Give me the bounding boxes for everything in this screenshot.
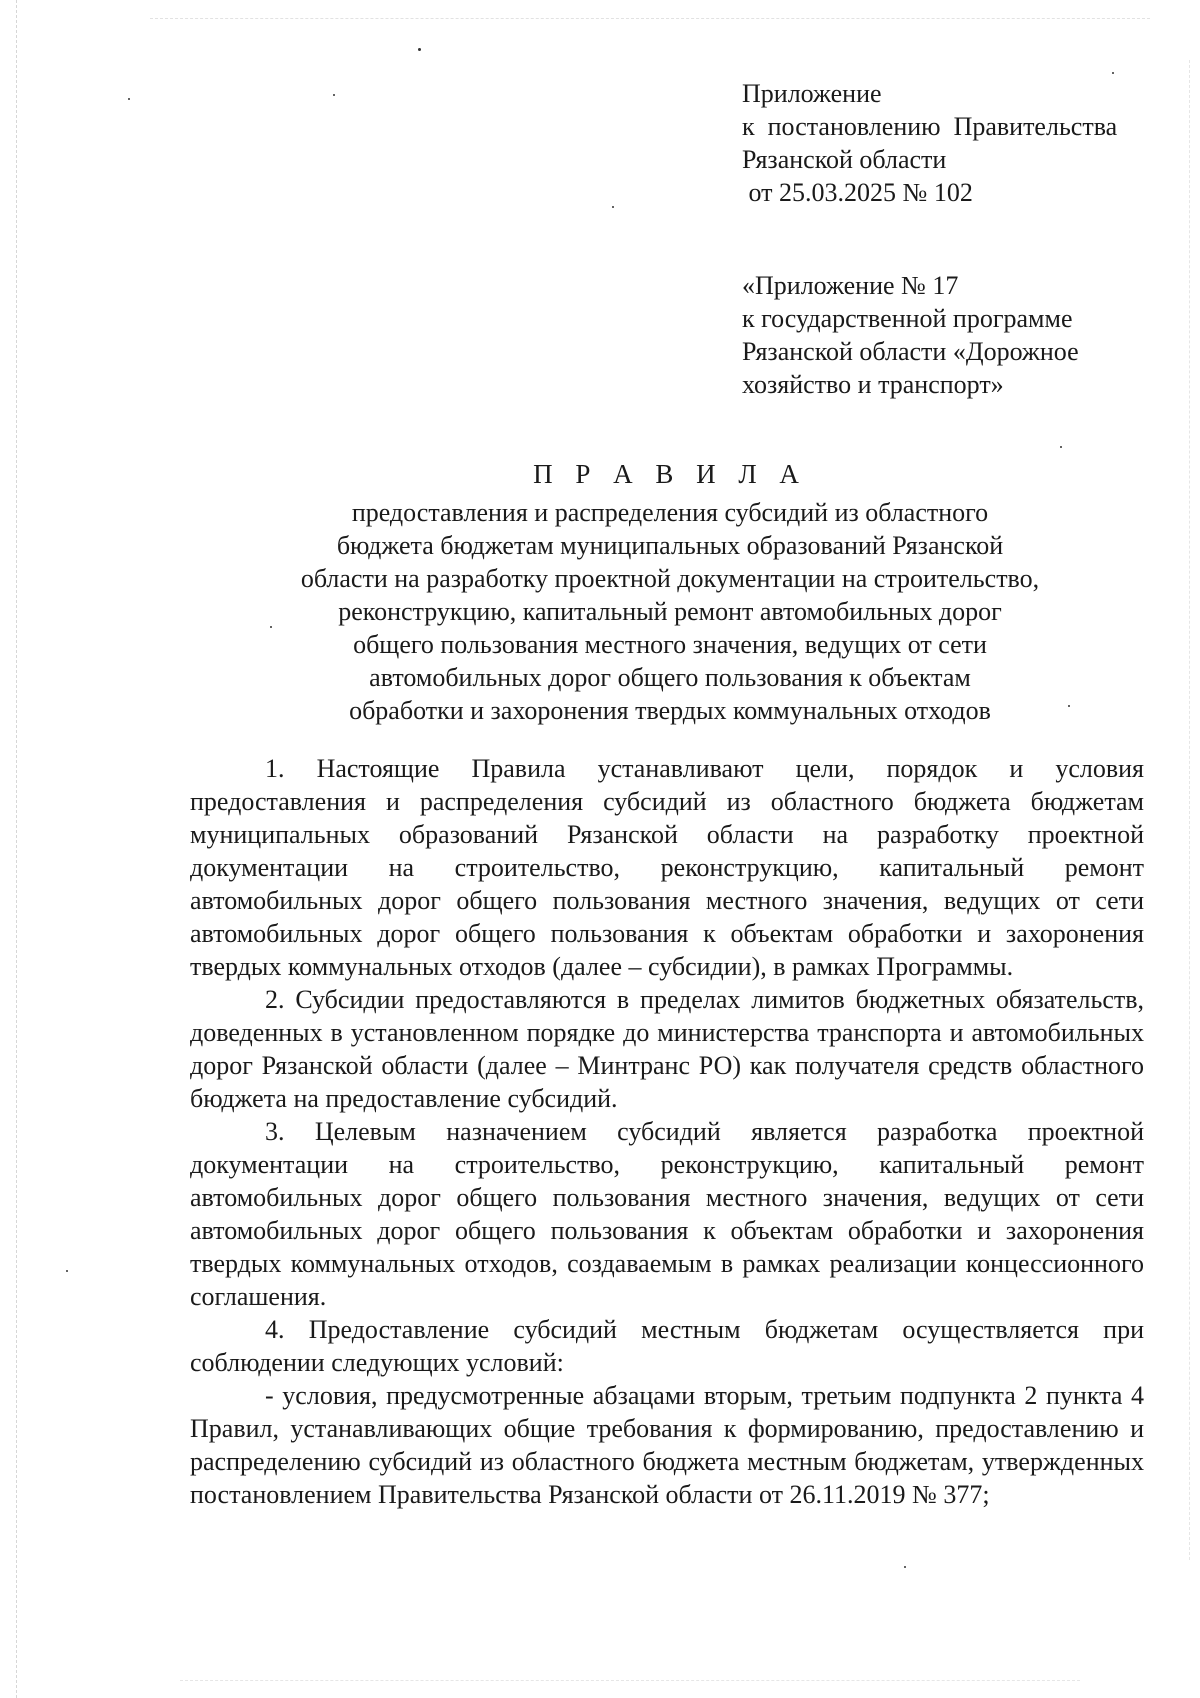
title-line: автомобильных дорог общего пользования к объектам xyxy=(369,663,971,692)
annex-line: к постановлению Правительства xyxy=(742,112,1118,141)
annex-line: хозяйство и транспорт» xyxy=(742,370,1004,399)
annex-header xyxy=(742,77,1117,209)
scan-speck xyxy=(66,1270,68,1272)
scan-speck xyxy=(612,206,614,208)
scan-speck xyxy=(1060,446,1062,448)
scan-speck xyxy=(333,94,335,96)
title-line: обработки и захоронения твердых коммунальных отходов xyxy=(349,696,991,725)
title-line: бюджета бюджетам муниципальных образований Рязанской xyxy=(336,531,1004,560)
scan-speck xyxy=(904,1566,906,1568)
scan-edge xyxy=(16,0,17,1698)
paragraph: 3. Целевым назначением субсидий является разработка проектной документации на строительство, реконструкцию, капитальный ремонт автомобильных дорог общего пользования местного значения, ведущих от сети автомобильных дорог общего пользования к объектам обработки и захоронения твердых коммунальных отходов, создаваемым в рамках реализации концессионного соглашения. xyxy=(190,1117,1144,1311)
paragraph: 4. Предоставление субсидий местным бюджетам осуществляется при соблюдении следующих условий: xyxy=(190,1315,1144,1377)
scan-edge xyxy=(1189,60,1190,1560)
annex-line: «Приложение № 17 xyxy=(742,271,959,300)
scan-speck xyxy=(418,48,421,51)
program-annex-header xyxy=(742,269,1079,401)
scan-edge xyxy=(180,1680,1080,1681)
scan-speck xyxy=(1112,72,1114,74)
scan-edge xyxy=(150,18,1150,19)
annex-line: Рязанской области xyxy=(742,145,947,174)
paragraph: - условия, предусмотренные абзацами вторым, третьим подпункта 2 пункта 4 Правил, устанавливающих общие требования к формированию, предоставлению и распределению субсидий из областного бюджета местным бюджетам, утвержденных постановлением Правительства Рязанской области от 26.11.2019 № 377; xyxy=(190,1381,1144,1509)
annex-line: к государственной программе xyxy=(742,304,1073,333)
title-line: общего пользования местного значения, ведущих от сети xyxy=(353,630,987,659)
annex-line: от 25.03.2025 № 102 xyxy=(742,178,973,207)
annex-line: Рязанской области «Дорожное xyxy=(742,337,1079,366)
scan-speck xyxy=(128,98,130,100)
paragraph: 1. Настоящие Правила устанавливают цели, порядок и условия предоставления и распределения субсидий из областного бюджета бюджетам муниципальных образований Рязанской области на разработку проектной документации на строительство, реконструкцию, капитальный ремонт автомобильных дорог общего пользования местного значения, ведущих от сети автомобильных дорог общего пользования к объектам обработки и захоронения твердых коммунальных отходов (далее – субсидии), в рамках Программы. xyxy=(190,754,1144,981)
title-line: предоставления и распределения субсидий из областного xyxy=(351,498,989,527)
document-body xyxy=(190,752,1144,1511)
paragraph: 2. Субсидии предоставляются в пределах лимитов бюджетных обязательств, доведенных в установленном порядке до министерства транспорта и автомобильных дорог Рязанской области (далее – Минтранс РО) как получателя средств областного бюджета на предоставление субсидий. xyxy=(190,985,1144,1113)
document-title: П Р А В И Л А xyxy=(533,459,807,489)
title-line: области на разработку проектной документации на строительство, xyxy=(300,564,1040,593)
annex-line: Приложение xyxy=(742,79,882,108)
title-line: реконструкцию, капитальный ремонт автомобильных дорог xyxy=(338,597,1002,626)
document-title-block xyxy=(190,456,1150,727)
